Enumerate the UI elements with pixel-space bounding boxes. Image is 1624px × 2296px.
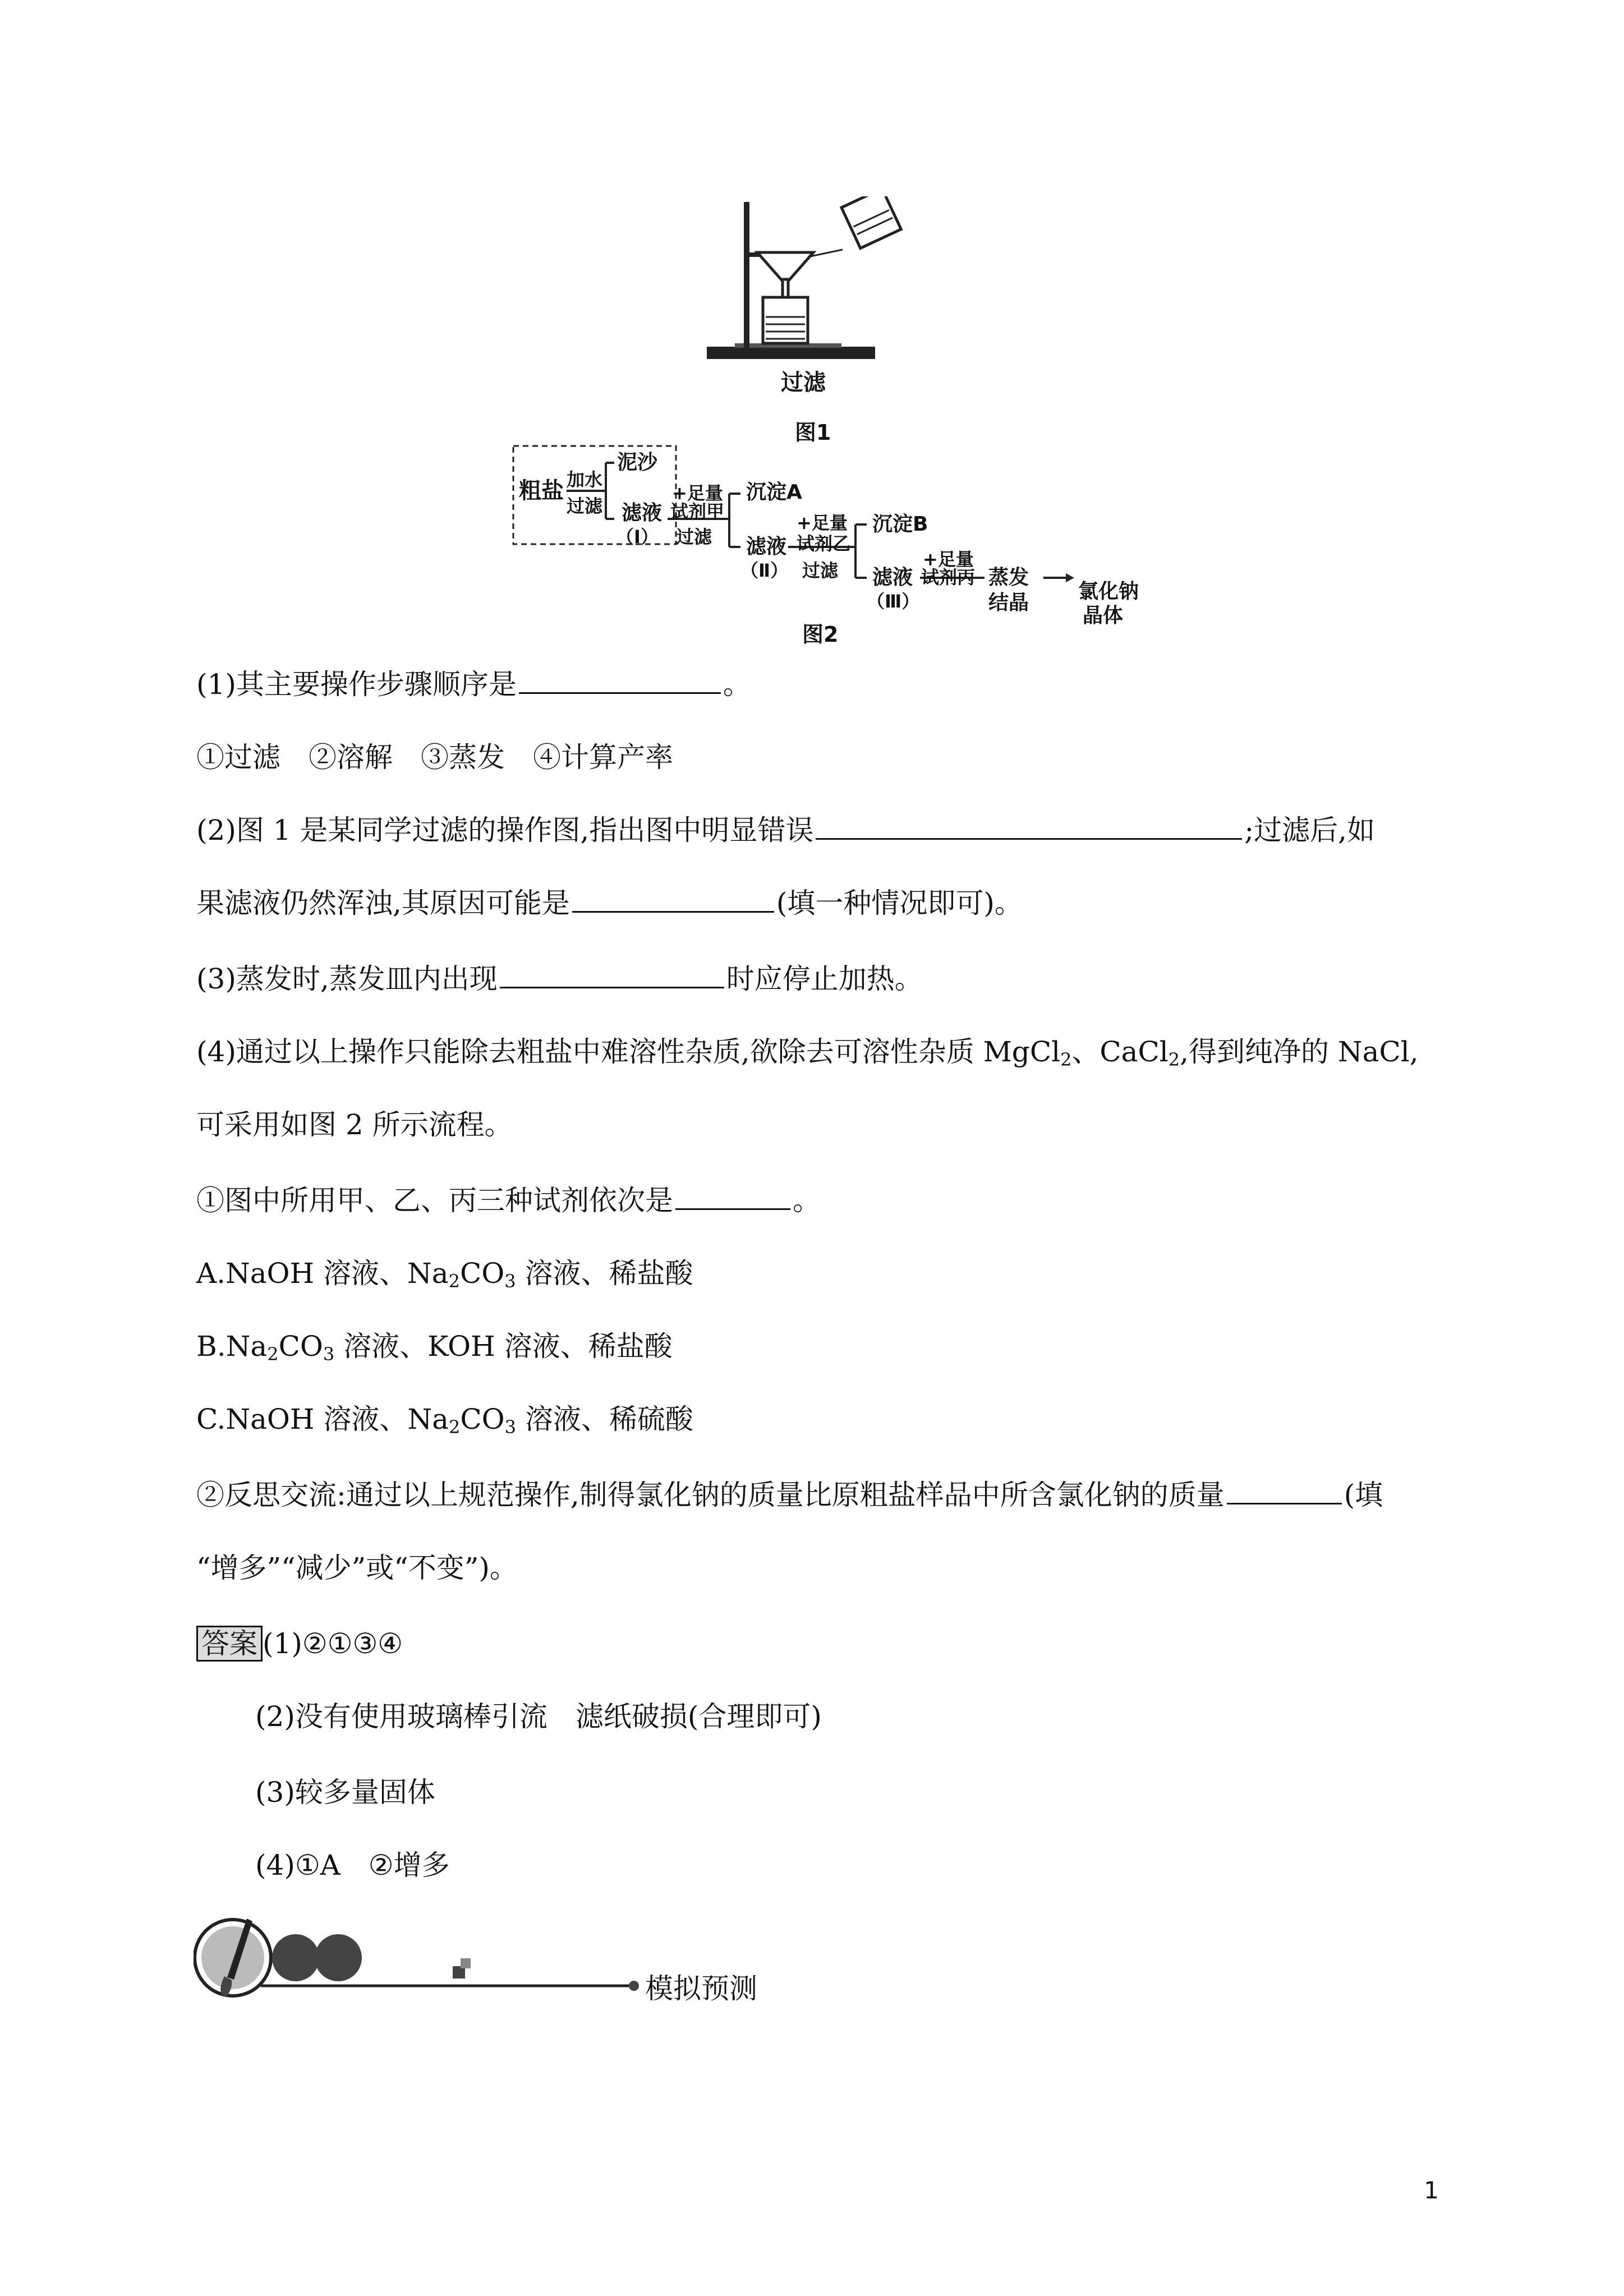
question-2-cont: 果滤液仍然浑浊,其原因可能是 (填一种情况即可)。: [196, 884, 1023, 923]
flow-reagent-c: 试剂丙: [921, 567, 976, 588]
figure1-caption: 过滤: [781, 370, 826, 395]
flow-filter-3: 过滤: [802, 560, 839, 581]
question-2: (2)图 1 是某同学过滤的操作图,指出图中明显错误 ;过滤后,如: [196, 811, 1375, 850]
answer-4: (4)①A ②增多: [255, 1849, 450, 1881]
flow-reagent-b-top: +足量: [797, 512, 848, 533]
answer-2: (2)没有使用玻璃棒引流 滤纸破损(合理即可): [255, 1700, 822, 1733]
question-1-options: ①过滤 ②溶解 ③蒸发 ④计算产率: [196, 741, 673, 774]
figure1-label: 图1: [795, 420, 831, 445]
answer-3: (3)较多量固体: [255, 1776, 435, 1809]
flow-evaporate: 蒸发: [988, 566, 1029, 589]
flow-precipitate-a: 沉淀A: [746, 481, 802, 504]
flow-filtrate-1-num: （Ⅰ）: [616, 526, 659, 547]
flow-filtrate-1: 滤液: [622, 501, 663, 524]
answer-blank: [519, 665, 721, 694]
flow-crystallize: 结晶: [988, 591, 1029, 614]
answer-block: [196, 1624, 403, 1663]
option-c: C.NaOH 溶液、$Na_2CO_3$ 溶液、稀硫酸: [196, 1403, 693, 1438]
flow-product-2: 晶体: [1083, 604, 1124, 627]
answer-1: (1)②①③④: [263, 1627, 403, 1660]
flow-filtrate-3: 滤液: [872, 566, 913, 589]
answer-blank: [816, 811, 1242, 840]
flow-product-1: 氯化钠: [1078, 580, 1139, 603]
section-header-decoration: [194, 1904, 642, 2017]
answer-blank: [500, 960, 724, 988]
flow-precipitate-b: 沉淀B: [872, 513, 928, 536]
flow-reagent-a-top: +足量: [672, 482, 723, 504]
question-4: (4)通过以上操作只能除去粗盐中难溶性杂质,欲除去可溶性杂质 MgCl$_2$、CaCl$_2$,得到纯净的 NaCl,: [196, 1036, 1419, 1070]
answer-blank: [675, 1181, 790, 1210]
figure2-label: 图2: [802, 622, 839, 647]
answer-blank: [1227, 1476, 1342, 1504]
flow-add-water: 加水: [567, 469, 603, 490]
question-4-1: ①图中所用甲、乙、丙三种试剂依次是 。: [196, 1181, 821, 1220]
flow-reagent-a: 试剂甲: [670, 501, 725, 522]
answer-tag: 答案: [196, 1626, 263, 1662]
flow-reagent-b: 试剂乙: [797, 533, 851, 554]
question-4-2-cont: “增多”“减少”或“不变”)。: [196, 1552, 518, 1584]
filtration-apparatus-illustration: [696, 196, 931, 365]
flow-crude-salt: 粗盐: [519, 478, 564, 504]
option-b: $B.Na_2CO_3$ 溶液、KOH 溶液、稀盐酸: [196, 1330, 673, 1365]
flow-reagent-c-top: +足量: [923, 549, 974, 570]
option-a: A.NaOH 溶液、$Na_2CO_3$ 溶液、稀盐酸: [196, 1257, 693, 1292]
flow-filter-1: 过滤: [567, 495, 603, 517]
page-number: 1: [1424, 2177, 1439, 2204]
question-4-cont: 可采用如图 2 所示流程。: [196, 1108, 513, 1141]
section-title: 模拟预测: [645, 1972, 757, 2005]
answer-blank: [572, 884, 774, 913]
flow-filter-2: 过滤: [676, 526, 712, 547]
flow-filtrate-2: 滤液: [746, 535, 787, 558]
flow-mud-sand: 泥沙: [617, 451, 658, 474]
flow-filtrate-3-num: （Ⅲ）: [867, 591, 920, 612]
question-3: (3)蒸发时,蒸发皿内出现 时应停止加热。: [196, 959, 923, 999]
flow-filtrate-2-num: （Ⅱ）: [740, 560, 789, 581]
question-4-2: ②反思交流:通过以上规范操作,制得氯化钠的质量比原粗盐样品中所含氯化钠的质量 (填: [196, 1475, 1383, 1515]
question-1: (1)其主要操作步骤顺序是 。: [196, 665, 751, 704]
